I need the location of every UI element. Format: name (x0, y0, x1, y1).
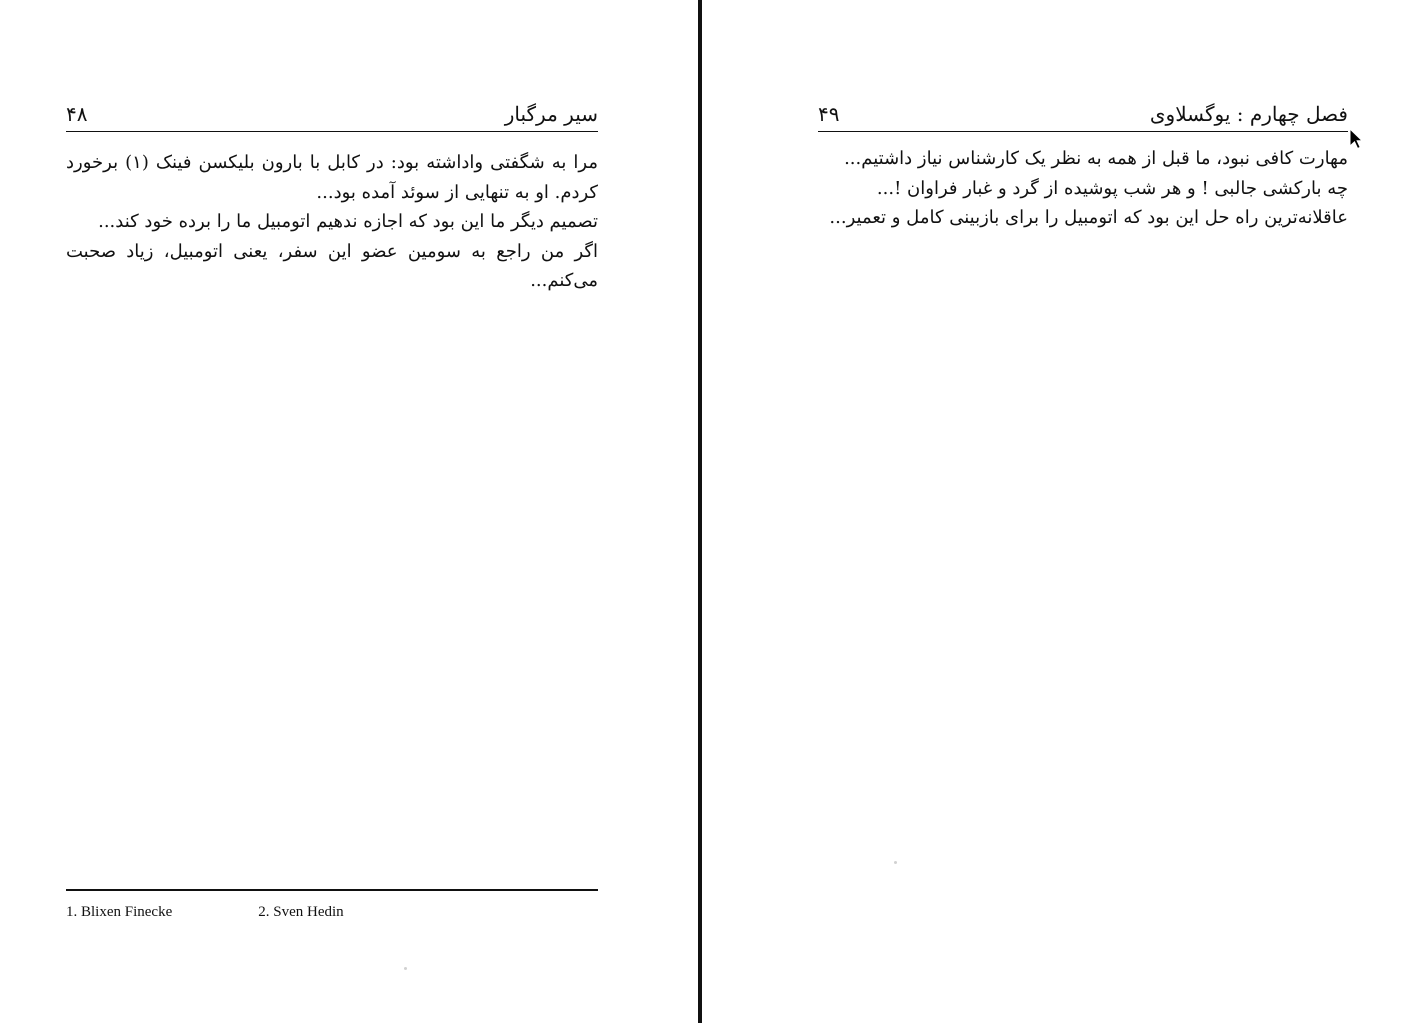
right-header-rule (818, 131, 1348, 133)
footnotes-rule (66, 889, 598, 891)
right-page-body (818, 144, 1348, 724)
right-page-number: ۴۹ (818, 102, 840, 126)
page-speck-left (404, 967, 407, 970)
left-paragraph-1: مرا به شگفتی واداشته بود: در کابل با بارون بلیکسن فینک (۱) برخورد کردم. او به تنهایی از سوئد آمده بود... (66, 152, 598, 203)
footnote-2: 2. Sven Hedin (258, 904, 344, 920)
mouse-pointer-icon (1349, 128, 1363, 150)
footnote-1: 1. Blixen Finecke (66, 904, 173, 920)
right-paragraph-3: عاقلانه‌ترین راه حل این بود که اتومبیل را برای بازبینی کامل و تعمیر... (829, 207, 1348, 228)
page-speck-right (894, 861, 897, 864)
footnotes (66, 902, 598, 922)
right-paragraph-2: چه بارکشی جالبی ! و هر شب پوشیده از گرد و غبار فراوان !... (876, 177, 1348, 199)
right-page-header (818, 100, 1348, 128)
left-paragraph-2: تصمیم دیگر ما این بود که اجازه ندهیم اتومبیل ما را برده خود کند... (98, 211, 598, 232)
left-page-body (66, 148, 598, 868)
right-page (702, 0, 1409, 1023)
right-page-header-title: فصل چهارم : یوگسلاوی (1149, 102, 1348, 126)
left-page-number: ۴۸ (66, 102, 88, 126)
left-page-header (66, 100, 598, 128)
left-header-rule (66, 131, 598, 133)
left-page-header-title: سیر مرگبار (504, 102, 598, 126)
left-page (0, 0, 698, 1023)
right-paragraph-1: مهارت کافی نبود، ما قبل از همه به نظر یک کارشناس نیاز داشتیم... (844, 148, 1348, 169)
left-paragraph-3: اگر من راجع به سومین عضو این سفر، یعنی اتومبیل، زیاد صحبت می‌کنم... (66, 240, 598, 291)
